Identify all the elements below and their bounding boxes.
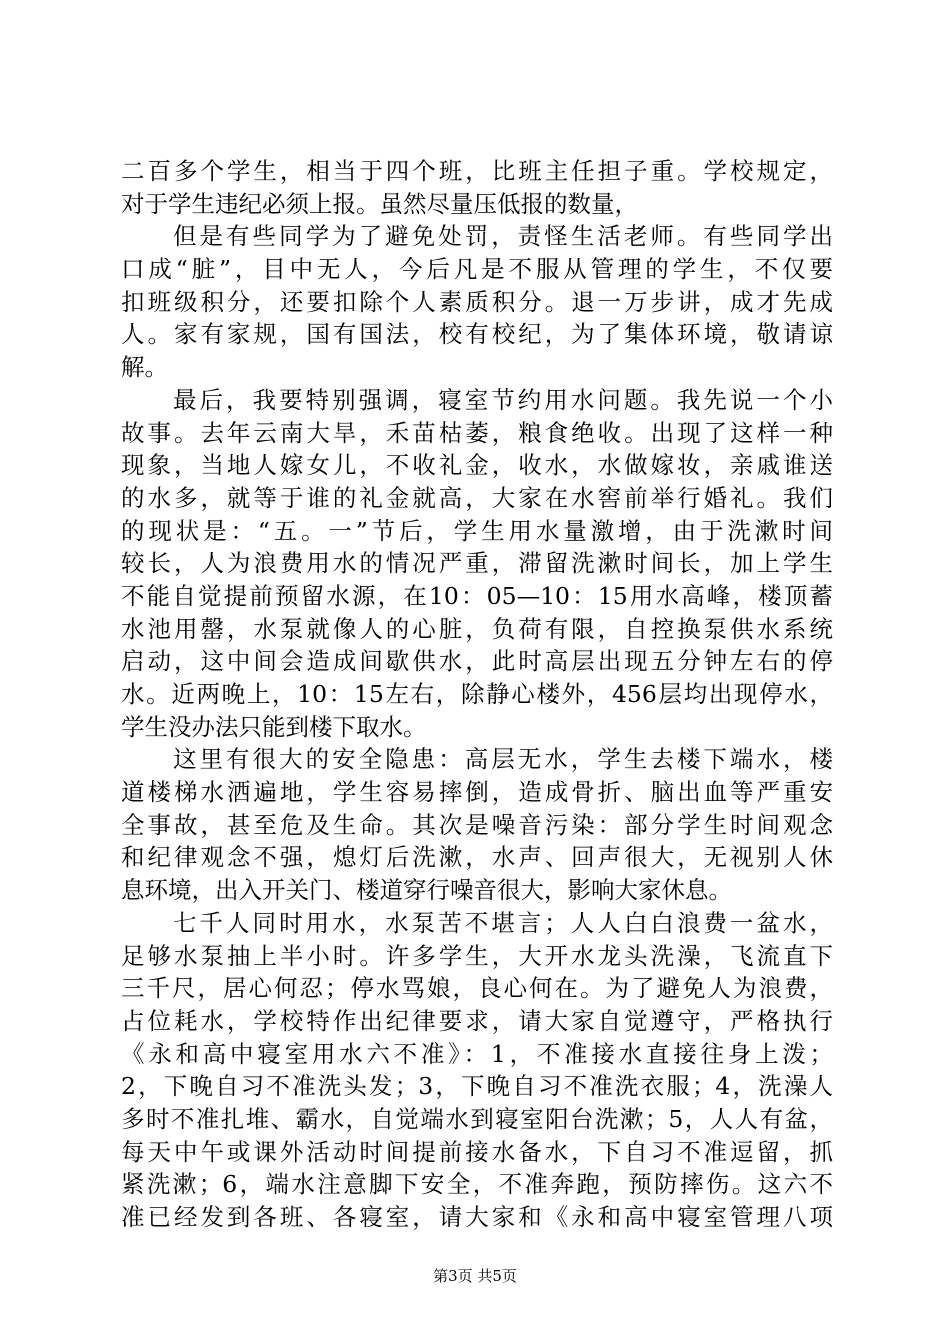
text-line: 二百多个学生，相当于四个班，比班主任担子重。学校规定，	[121, 157, 833, 185]
text-line: 2，下晚自习不准洗头发；3，下晚自习不准洗衣服；4，洗澡人	[121, 1072, 833, 1101]
text-line: 解。	[121, 353, 168, 382]
text-line: 的水多，就等于谁的礼金就高，大家在水窖前举行婚礼。我们	[121, 483, 833, 512]
text-line: 的现状是：“五。一”节后，学生用水量激增，由于洗漱时间	[121, 516, 833, 545]
text-line: 每天中午或课外活动时间提前接水备水，下自习不准逗留，抓	[121, 1137, 833, 1166]
body-text	[121, 155, 833, 1234]
text-line: 息环境，出入开关门、楼道穿行噪音很大，影响大家休息。	[121, 876, 732, 905]
text-line: 三千尺，居心何忍；停水骂娘，良心何在。为了避免人为浪费，	[121, 974, 833, 1003]
text-line: 扣班级积分，还要扣除个人素质积分。退一万步讲，成才先成	[121, 287, 833, 316]
text-line: 口成“脏”，目中无人，今后凡是不服从管理的学生，不仅要	[121, 255, 833, 284]
text-line: 人。家有家规，国有国法，校有校纪，为了集体环境，敬请谅	[121, 320, 833, 349]
text-line: 故事。去年云南大旱，禾苗枯萎，粮食绝收。出现了这样一种	[121, 418, 833, 447]
text-line: 道楼梯水洒遍地，学生容易摔倒，造成骨折、脑出血等严重安	[121, 778, 833, 807]
page-footer: 第3页 共5页	[433, 1267, 517, 1285]
text-line: 最后，我要特别强调，寝室节约用水问题。我先说一个小	[173, 385, 833, 414]
text-line: 多时不准扎堆、霸水，自觉端水到寝室阳台洗漱；5，人人有盆，	[121, 1104, 833, 1133]
text-line: 七千人同时用水，水泵苦不堪言；人人白白浪费一盆水，	[173, 908, 833, 937]
text-line: 现象，当地人嫁女儿，不收礼金，收水，水做嫁妆，亲戚谁送	[121, 451, 833, 480]
text-line: 这里有很大的安全隐患：高层无水，学生去楼下端水，楼	[173, 745, 833, 774]
text-line: 但是有些同学为了避免处罚，责怪生活老师。有些同学出	[173, 222, 833, 251]
text-line: 全事故，甚至危及生命。其次是噪音污染：部分学生时间观念	[121, 810, 833, 839]
text-line: 准已经发到各班、各寝室，请大家和《永和高中寝室管理八项	[121, 1203, 833, 1231]
text-line: 《永和高中寝室用水六不准》：1，不准接水直接往身上泼；	[121, 1039, 833, 1068]
text-line: 紧洗漱；6，端水注意脚下安全，不准奔跑，预防摔伤。这六不	[121, 1170, 833, 1199]
text-line: 较长，人为浪费用水的情况严重，滞留洗漱时间长，加上学生	[121, 549, 833, 578]
text-line: 水。近两晚上，10：15左右，除静心楼外，456层均出现停水，	[121, 680, 833, 708]
text-line: 和纪律观念不强，熄灯后洗漱，水声、回声很大，无视别人休	[121, 843, 833, 872]
text-line: 启动，这中间会造成间歇供水，此时高层出现五分钟左右的停	[121, 647, 833, 676]
text-line: 占位耗水，学校特作出纪律要求，请大家自觉遵守，严格执行	[121, 1006, 833, 1035]
text-line: 水池用罄，水泵就像人的心脏，负荷有限，自控换泵供水系统	[121, 614, 833, 643]
text-line: 对于学生违纪必须上报。虽然尽量压低报的数量，	[121, 189, 638, 218]
text-line: 足够水泵抽上半小时。许多学生，大开水龙头洗澡，飞流直下	[121, 941, 833, 970]
text-line: 学生没办法只能到楼下取水。	[121, 712, 427, 741]
text-line: 不能自觉提前预留水源，在10：05—10：15用水高峰，楼顶蓄	[121, 581, 833, 610]
